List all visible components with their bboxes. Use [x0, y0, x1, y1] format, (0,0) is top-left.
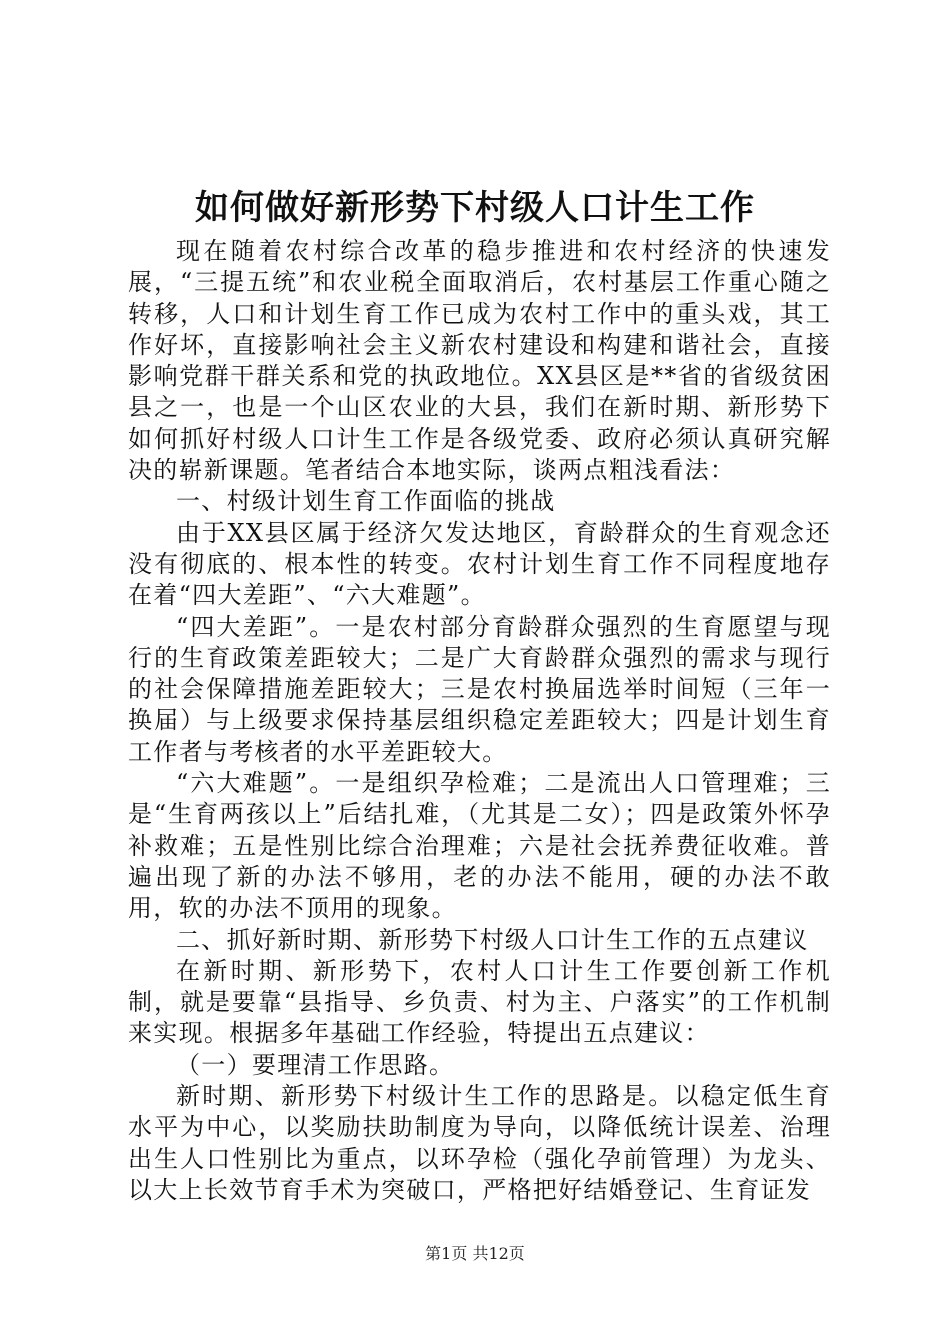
paragraph-suggestions-intro: 在新时期、新形势下，农村人口计生工作要创新工作机制，就是要靠“县指导、乡负责、村为主、户落实”的工作机制来实现。根据多年基础工作经验，特提出五点建议：: [128, 956, 831, 1048]
paragraph-intro: 现在随着农村综合改革的稳步推进和农村经济的快速发展，“三提五统”和农业税全面取消后，农村基层工作重心随之转移，人口和计划生育工作已成为农村工作中的重头戏，其工作好坏，直接影响社会主义新农村建设和构建和谐社会，直接影响党群干群关系和党的执政地位。XX县区是**省的省级贫困县之一，也是一个山区农业的大县，我们在新时期、新形势下如何抓好村级人口计生工作是各级党委、政府必须认真研究解决的崭新课题。笔者结合本地实际，谈两点粗浅看法：: [128, 237, 831, 485]
paragraph-challenge-overview: 由于XX县区属于经济欠发达地区，育龄群众的生育观念还没有彻底的、根本性的转变。农村计划生育工作不同程度地存在着“四大差距”、“六大难题”。: [128, 518, 831, 610]
page-number-footer: 第1页 共12页: [425, 1244, 525, 1263]
section-heading-2: 二、抓好新时期、新形势下村级人口计生工作的五点建议: [176, 925, 809, 954]
paragraph-four-gaps: “四大差距”。一是农村部分育龄群众强烈的生育愿望与现行的生育政策差距较大；二是广大育龄群众强烈的需求与现行的社会保障措施差距较大；三是农村换届选举时间短（三年一换届）与上级要求保持基层组织稳定差距较大；四是计划生育工作者与考核者的水平差距较大。: [128, 612, 831, 766]
paragraph-six-problems: “六大难题”。一是组织孕检难；二是流出人口管理难；三是“生育两孩以上”后结扎难，（尤其是二女）；四是政策外怀孕补救难；五是性别比综合治理难；六是社会抚养费征收难。普遍出现了新的办法不够用，老的办法不能用，硬的办法不敢用，软的办法不顶用的现象。: [128, 769, 831, 923]
document-body: [128, 236, 831, 1206]
paragraph-work-approach: 新时期、新形势下村级计生工作的思路是。以稳定低生育水平为中心，以奖励扶助制度为导向，以降低统计误差、治理出生人口性别比为重点，以环孕检（强化孕前管理）为龙头、以大上长效节育手术为突破口，严格把好结婚登记、生育证发: [128, 1082, 831, 1204]
document-title: 如何做好新形势下村级人口计生工作: [195, 188, 755, 228]
section-heading-1: 一、村级计划生育工作面临的挑战: [176, 487, 556, 516]
subsection-heading-1: （一）要理清工作思路。: [176, 1050, 455, 1079]
